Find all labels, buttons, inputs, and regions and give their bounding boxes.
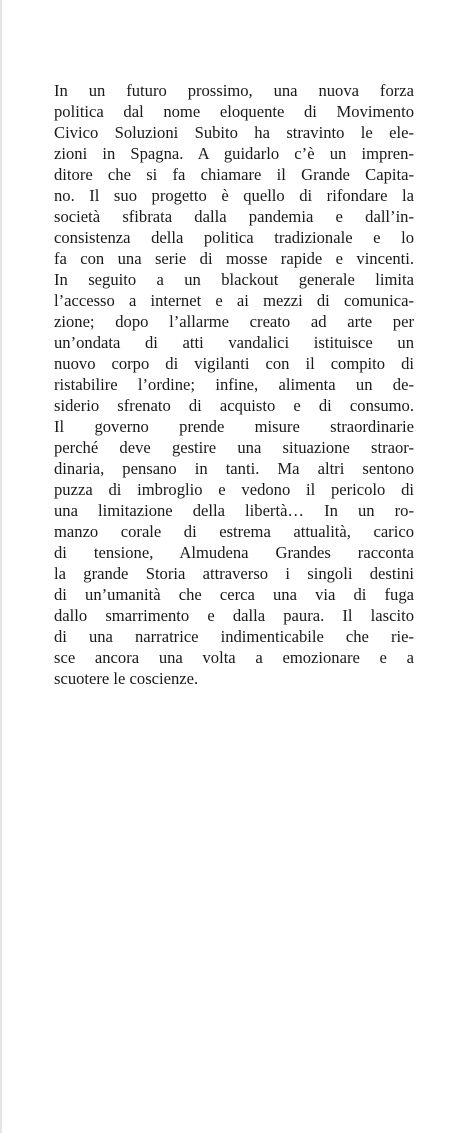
blurb-line: In seguito a un blackout generale limita [54, 270, 414, 289]
blurb-line: sce ancora una volta a emozionare e a [54, 648, 414, 667]
blurb-line: la grande Storia attraverso i singoli destini [54, 564, 414, 583]
blurb-line: zione; dopo l’allarme creato ad arte per [54, 312, 414, 331]
blurb-line: perché deve gestire una situazione straor- [54, 438, 414, 457]
blurb-line: nuovo corpo di vigilanti con il compito di [54, 354, 414, 373]
blurb-line: società sfibrata dalla pandemia e dall’in- [54, 207, 414, 226]
blurb-line: ditore che si fa chiamare il Grande Capita- [54, 165, 414, 184]
blurb-line: no. Il suo progetto è quello di rifondare la [54, 186, 414, 205]
blurb-line: manzo corale di estrema attualità, carico [54, 522, 414, 541]
blurb-line: In un futuro prossimo, una nuova forza [54, 81, 414, 100]
blurb-line: di tensione, Almudena Grandes racconta [54, 543, 414, 562]
blurb-line: dallo smarrimento e dalla paura. Il lascito [54, 606, 414, 625]
blurb-line: Civico Soluzioni Subito ha stravinto le ele- [54, 123, 414, 142]
blurb-line: l’accesso a internet e ai mezzi di comunica- [54, 291, 414, 310]
blurb-line: politica dal nome eloquente di Movimento [54, 102, 414, 121]
blurb-line: fa con una serie di mosse rapide e vincenti. [54, 249, 414, 268]
blurb-line: scuotere le coscienze. [54, 669, 199, 688]
blurb-line: ristabilire l’ordine; infine, alimenta un de- [54, 375, 414, 394]
blurb-line: siderio sfrenato di acquisto e di consumo. [54, 396, 414, 415]
blurb-line: dinaria, pensano in tanti. Ma altri sentono [54, 459, 414, 478]
blurb-line: di un’umanità che cerca una via di fuga [54, 585, 414, 604]
page-edge-divider [0, 0, 2, 1133]
blurb-paragraph [54, 80, 414, 689]
blurb-line: consistenza della politica tradizionale e lo [54, 228, 414, 247]
blurb-line: puzza di imbroglio e vedono il pericolo di [54, 480, 414, 499]
blurb-line: zioni in Spagna. A guidarlo c’è un impren- [54, 144, 414, 163]
blurb-line: Il governo prende misure straordinarie [54, 417, 414, 436]
blurb-line: una limitazione della libertà… In un ro- [54, 501, 414, 520]
blurb-line: un’ondata di atti vandalici istituisce un [54, 333, 414, 352]
blurb-line: di una narratrice indimenticabile che rie- [54, 627, 414, 646]
